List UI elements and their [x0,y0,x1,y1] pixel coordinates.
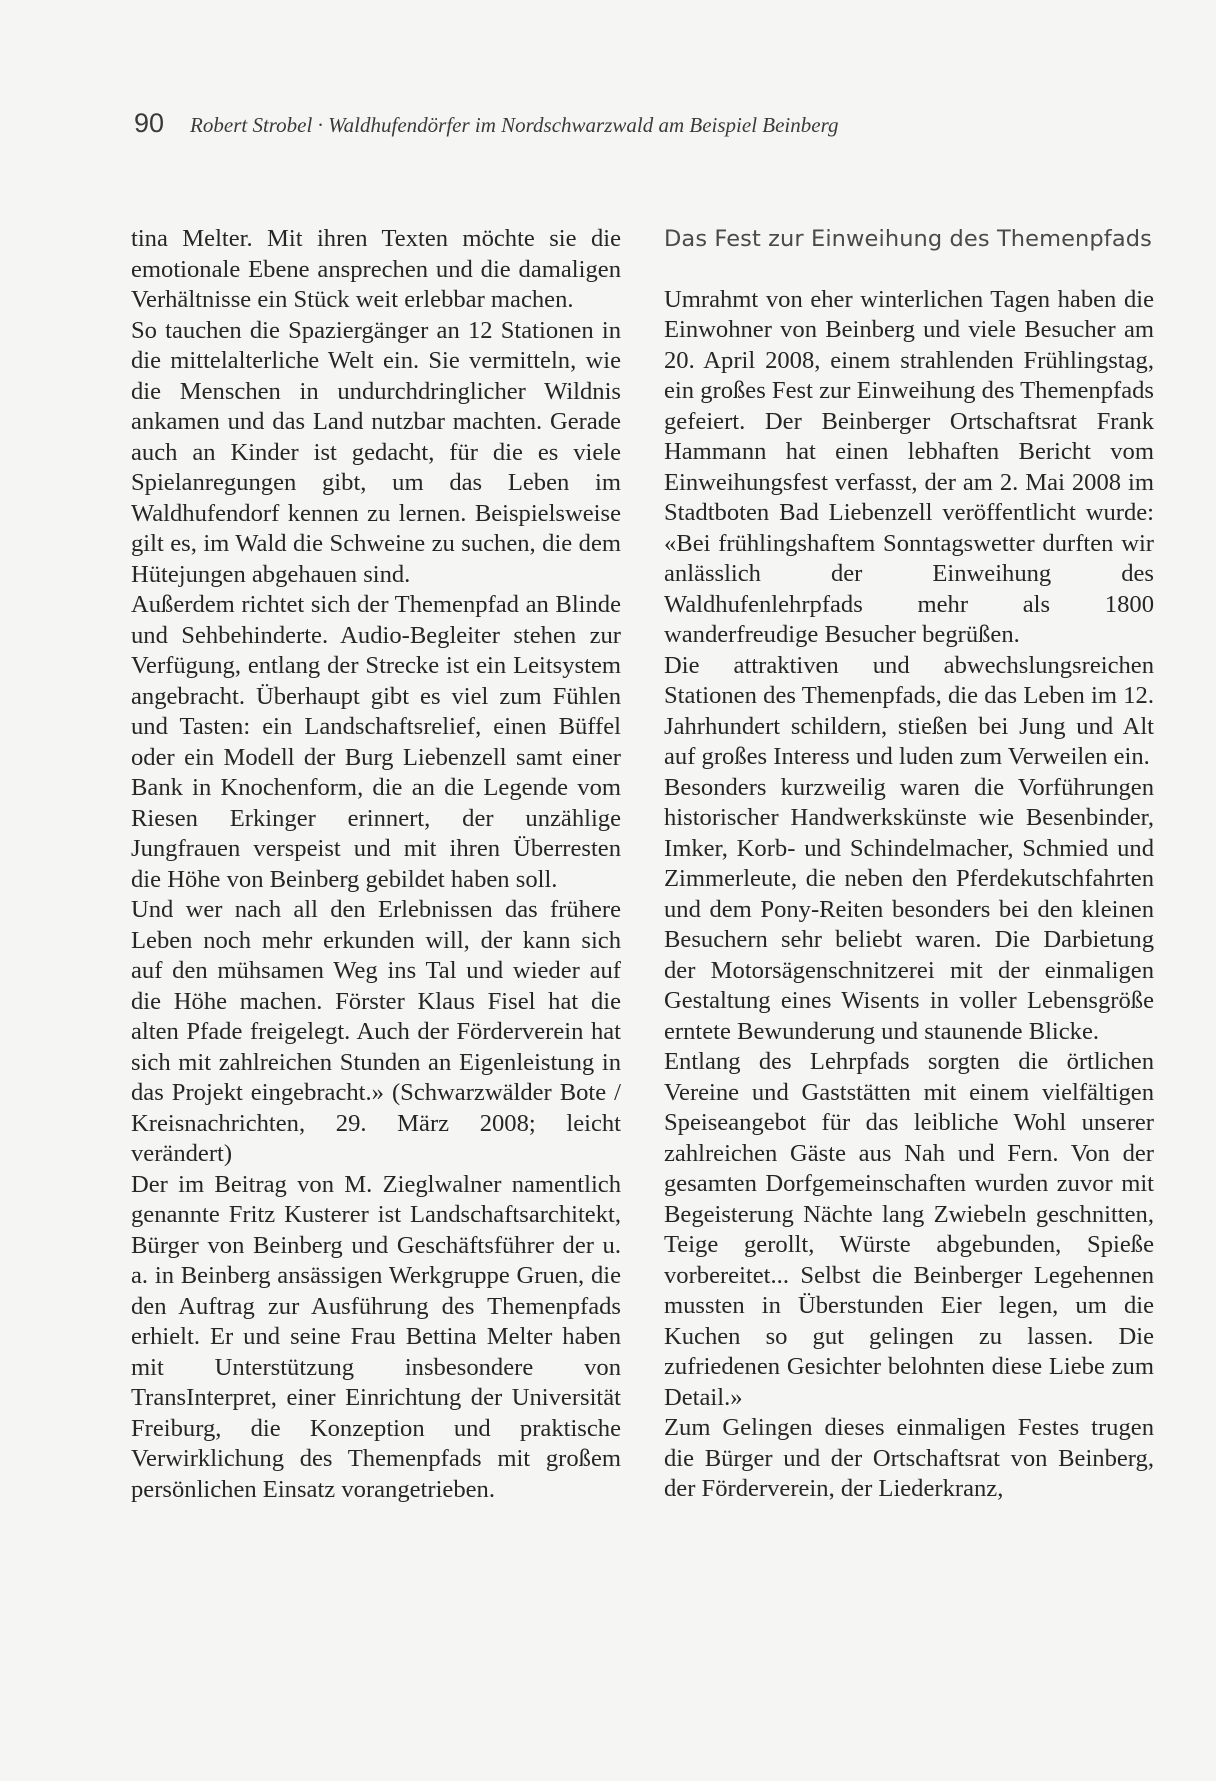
paragraph: Und wer nach all den Erlebnissen das frühere Leben noch mehr erkunden will, der kann sich auf den mühsamen Weg ins Tal und wieder auf die Höhe machen. Förster Klaus Fisel hat die alten Pfade freigelegt. Auch der Förderverein hat sich mit zahlreichen Stunden an Eigenleistung in das Projekt eingebracht.» (Schwarzwälder Bote / Kreisnachrichten, 29. März 2008; leicht verändert) [131,896,621,1167]
paragraph: Außerdem richtet sich der Themenpfad an Blinde und Sehbehinderte. Audio-Begleiter stehen zur Verfügung, entlang der Strecke ist ein Leitsystem angebracht. Überhaupt gibt es viel zum Fühlen und Tasten: ein Landschaftsrelief, einen Büffel oder ein Modell der Burg Liebenzell samt einer Bank in Knochenform, die an die Legende vom Riesen Erkinger erinnert, der unzählige Jungfrauen verspeist und mit ihren Überresten die Höhe von Beinberg gebildet haben soll. [131,591,621,893]
section-heading: Das Fest zur Einweihung des Themenpfads [664,226,1152,252]
paragraph: Umrahmt von eher winterlichen Tagen haben die Einwohner von Beinberg und viele Besucher am 20. April 2008, einem strahlenden Frühlingstag, ein großes Fest zur Einweihung des Themenpfads gefeiert. Der Beinberger Ortschaftsrat Frank Hammann hat einen lebhaften Bericht vom Einweihungsfest verfasst, der am 2. Mai 2008 im Stadtboten Bad Liebenzell veröffentlicht wurde: «Bei frühlingshaftem Sonntagswetter durften wir anlässlich der Einweihung des Waldhufenlehrpfads mehr als 1800 wanderfreudige Besucher begrüßen. [664,285,1154,648]
running-head: Robert Strobel · Waldhufendörfer im Nordschwarzwald am Beispiel Beinberg [190,113,839,137]
page-header [134,108,1034,148]
paragraph: So tauchen die Spaziergänger an 12 Stationen in die mittelalterliche Welt ein. Sie vermitteln, wie die Menschen in undurchdringlicher Wildnis ankamen und das Land nutzbar machten. Gerade auch an Kinder ist gedacht, für die es viele Spielanregungen gibt, um das Leben im Waldhufendorf kennen zu lernen. Beispielsweise gilt es, im Wald die Schweine zu suchen, die dem Hütejungen abgehauen sind. [131,316,621,588]
paragraph: Der im Beitrag von M. Zieglwalner namentlich genannte Fritz Kusterer ist Landschaftsarchitekt, Bürger von Beinberg und Geschäftsführer der u. a. in Beinberg ansässigen Werkgruppe Gruen, die den Auftrag zur Ausführung des Themenpfads erhielt. Er und seine Frau Bettina Melter haben mit Unterstützung insbesondere von TransInterpret, einer Einrichtung der Universität Freiburg, die Konzeption und praktische Verwirklichung des Themenpfads mit großem persönlichen Einsatz vorangetrieben. [131,1170,621,1503]
left-column [131,224,621,1505]
paragraph: Zum Gelingen dieses einmaligen Festes trugen die Bürger und der Ortschaftsrat von Beinberg, der Förderverein, der Liederkranz, [664,1414,1154,1502]
paragraph: Die attraktiven und abwechslungsreichen Stationen des Themenpfads, die das Leben im 12. Jahrhundert schildern, stießen bei Jung und Alt auf großes Interess und luden zum Verweilen ein. [664,651,1154,770]
paragraph: Besonders kurzweilig waren die Vorführungen historischer Handwerkskünste wie Besenbinder, Imker, Korb- und Schindelmacher, Schmied und Zimmerleute, die neben den Pferdekutschfahrten und dem Pony-Reiten besonders bei den kleinen Besuchern sehr beliebt waren. Die Darbietung der Motorsägenschnitzerei mit der einmaligen Gestaltung eines Wisents in voller Lebensgröße erntete Bewunderung und staunende Blicke. [664,773,1154,1045]
paragraph: tina Melter. Mit ihren Texten möchte sie die emotionale Ebene ansprechen und die damaligen Verhältnisse ein Stück weit erlebbar machen. [131,225,621,313]
paragraph: Entlang des Lehrpfads sorgten die örtlichen Vereine und Gaststätten mit einem vielfältigen Speiseangebot für das leibliche Wohl unserer zahlreichen Gäste aus Nah und Fern. Von der gesamten Dorfgemeinschaften wurden zuvor mit Begeisterung Nächte lang Zwiebeln geschnitten, Teige gerollt, Würste abgebunden, Spieße vorbereitet... Selbst die Beinberger Legehennen mussten in Überstunden Eier legen, um die Kuchen so gut gelingen zu lassen. Die zufriedenen Gesichter belohnten diese Liebe zum Detail.» [664,1048,1154,1411]
right-column [664,224,1154,1505]
page-number: 90 [134,108,165,138]
